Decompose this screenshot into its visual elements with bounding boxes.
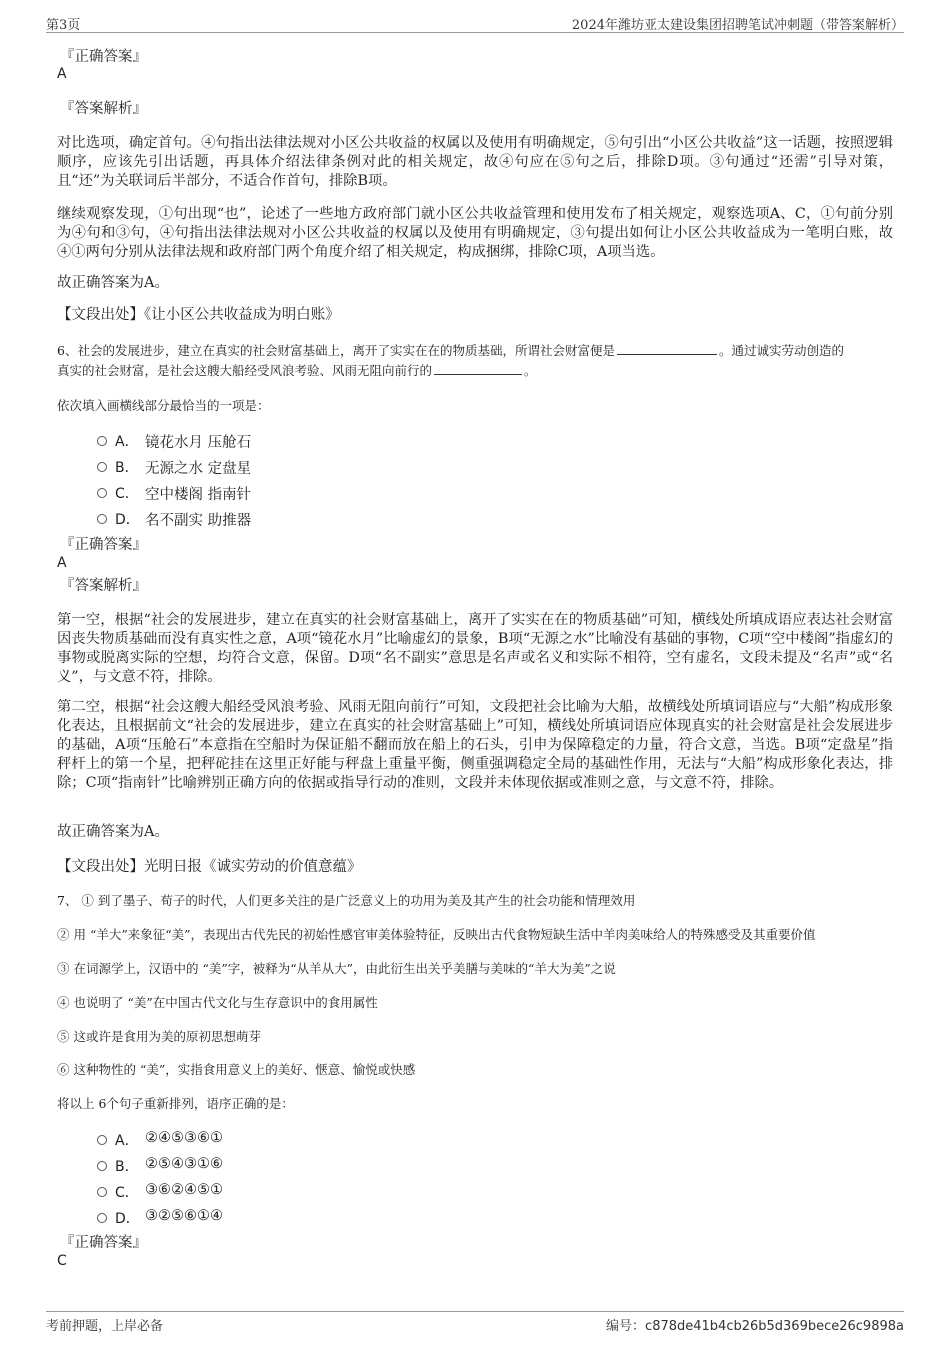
q6-stem-text-1b: 。通过诚实劳动创造的: [718, 343, 844, 358]
q5-analysis-paragraph-1: 对比选项，确定首句。④句指出法律法规对小区公共收益的权属以及使用有明确规定，⑤句引出“小区公共收益”这一话题，按照逻辑顺序，应该先引出话题，再具体介绍法律条例对此的相关规定，故④句应在⑤句之后，排除D项。③句通过“还需”引导对策，且“还”为关联词后半部分，不适合作首句，排除B项。: [57, 135, 893, 189]
option-text: ②⑤④③①⑥: [145, 1156, 223, 1172]
option-label: B．: [115, 1159, 139, 1175]
page-header: [46, 12, 904, 33]
option-text: 镜花水月 压舱石: [145, 435, 252, 451]
q5-analysis-label: 『答案解析』: [60, 101, 147, 117]
q6-stem-line-1: [57, 342, 844, 360]
page-footer: [46, 1311, 904, 1336]
q5-analysis-paragraph-2: 继续观察发现，①句出现“也”，论述了一些地方政府部门就小区公共收益管理和使用发布了相关规定，观察选项A、C，①句前分别为④句和③句，④句指出法律法规对小区公共收益的权属以及使用有明确规定，③句提出如何让小区公共收益成为一笔明白账，故④①两句分别从法律法规和政府部门两个角度介绍了相关规定，构成捆绑，排除C项，A项当选。: [57, 206, 893, 260]
q6-conclusion: 故正确答案为A。: [57, 824, 169, 840]
code-label: 编号：: [606, 1319, 646, 1334]
q7-sentence-5: ⑤ 这或许是食用为美的原初思想萌芽: [57, 1029, 261, 1044]
q6-stem-text-1a: 6、社会的发展进步，建立在真实的社会财富基础上，离开了实实在在的物质基础，所谓社会财富便是: [57, 343, 615, 358]
document-code: [606, 1315, 904, 1334]
q7-answer: C: [57, 1253, 67, 1269]
option-label: A．: [115, 434, 139, 450]
code-value: c878de41b4cb26b5d369bece26c9898a: [645, 1319, 904, 1334]
fill-blank-2: [434, 363, 522, 375]
option-text: ③⑥②④⑤①: [145, 1182, 223, 1198]
option-text: 无源之水 定盘星: [145, 461, 252, 477]
document-title: 2024年潍坊亚太建设集团招聘笔试冲刺题（带答案解析）: [571, 18, 904, 33]
q7-sentence-4: ④ 也说明了 “美”在中国古代文化与生存意识中的食用属性: [57, 995, 378, 1010]
option-label: D．: [115, 512, 140, 528]
q5-answer: A: [57, 66, 67, 82]
radio-button[interactable]: [97, 1213, 107, 1223]
option-label: D．: [115, 1211, 140, 1227]
option-label: C．: [115, 1185, 139, 1201]
q7-sentence-6: ⑥ 这种物性的 “美”，实指食用意义上的美好、惬意、愉悦或快感: [57, 1062, 416, 1077]
q7-answer-label: 『正确答案』: [60, 1235, 147, 1251]
q6-answer: A: [57, 555, 67, 571]
option-text: 名不副实 助推器: [145, 513, 252, 529]
q6-source: 【文段出处】光明日报《诚实劳动的价值意蕴》: [57, 859, 362, 875]
q6-analysis-paragraph-2: 第二空，根据“社会这艘大船经受风浪考验、风雨无阻向前行”可知，文段把社会比喻为大船，故横线处所填词语应与“大船”构成形象化表达，且根据前文“社会的发展进步，建立在真实的社会财富基础上”可知，横线处所填词语应体现真实的社会财富是社会发展进步的基础，A项“压舱石”本意指在空船时为保证船不翻而放在船上的石头，引申为保障稳定的力量，符合文意，当选。B项“定盘星”指秤杆上的第一个星，把秤砣挂在这里正好能与秤盘上重量平衡，侧重强调稳定全局的基础性作用，无法与“大船”构成形象化表达，排除；C项“指南针”比喻辨别正确方向的依据或指导行动的准则，文段并未体现依据或准则之意，与文意不符，排除。: [57, 699, 893, 791]
radio-button[interactable]: [97, 436, 107, 446]
q6-stem-text-2a: 真实的社会财富，是社会这艘大船经受风浪考验、风雨无阻向前行的: [57, 363, 433, 378]
option-text: ③②⑤⑥①④: [145, 1208, 223, 1224]
radio-button[interactable]: [97, 1135, 107, 1145]
page-number: 第3页: [46, 18, 81, 33]
q7-sentence-2: ② 用 “羊大”来象征“美”，表现出古代先民的初始性感官审美体验特征，反映出古代食物短缺生活中羊肉美味给人的特殊感受及其重要价值: [57, 927, 816, 942]
radio-button[interactable]: [97, 1161, 107, 1171]
option-label: B．: [115, 460, 139, 476]
option-label: C．: [115, 486, 139, 502]
q5-source: 【文段出处】《让小区公共收益成为明白账》: [57, 307, 340, 323]
radio-button[interactable]: [97, 488, 107, 498]
q6-stem-text-2b: 。: [524, 363, 537, 378]
q6-stem-line-2: [57, 362, 537, 380]
option-label: A．: [115, 1133, 139, 1149]
footer-slogan: 考前押题，上岸必备: [46, 1319, 164, 1334]
option-text: ②④⑤③⑥①: [145, 1130, 223, 1146]
option-text: 空中楼阁 指南针: [145, 487, 252, 503]
radio-button[interactable]: [97, 462, 107, 472]
q7-sentence-3: ③ 在词源学上，汉语中的 “美”字，被释为“从羊从大”，由此衍生出关乎美膳与美味的“羊大为美”之说: [57, 961, 616, 976]
q5-answer-label: 『正确答案』: [60, 49, 147, 65]
q7-instruction: 将以上 6个句子重新排列，语序正确的是：: [57, 1096, 294, 1111]
radio-button[interactable]: [97, 514, 107, 524]
fill-blank-1: [617, 343, 717, 355]
q6-analysis-paragraph-1: 第一空，根据“社会的发展进步，建立在真实的社会财富基础上，离开了实实在在的物质基础”可知，横线处所填成语应表达社会财富因丧失物质基础而没有真实性之意，A项“镜花水月”比喻虚幻的景象，B项“无源之水”比喻没有基础的事物，C项“空中楼阁”指虚幻的事物或脱离实际的空想，均符合文意，保留。D项“名不副实”意思是名声或名义和实际不相符，空有虚名，文段未提及“名声”或“名义”，与文意不符，排除。: [57, 612, 893, 685]
q5-conclusion: 故正确答案为A。: [57, 275, 169, 291]
radio-button[interactable]: [97, 1187, 107, 1197]
q6-answer-label: 『正确答案』: [60, 537, 147, 553]
q7-sentence-1: 7、 ① 到了墨子、荀子的时代，人们更多关注的是广泛意义上的功用为美及其产生的社会功能和情理效用: [57, 893, 636, 908]
q6-analysis-label: 『答案解析』: [60, 578, 147, 594]
q6-instruction: 依次填入画横线部分最恰当的一项是：: [57, 398, 270, 413]
